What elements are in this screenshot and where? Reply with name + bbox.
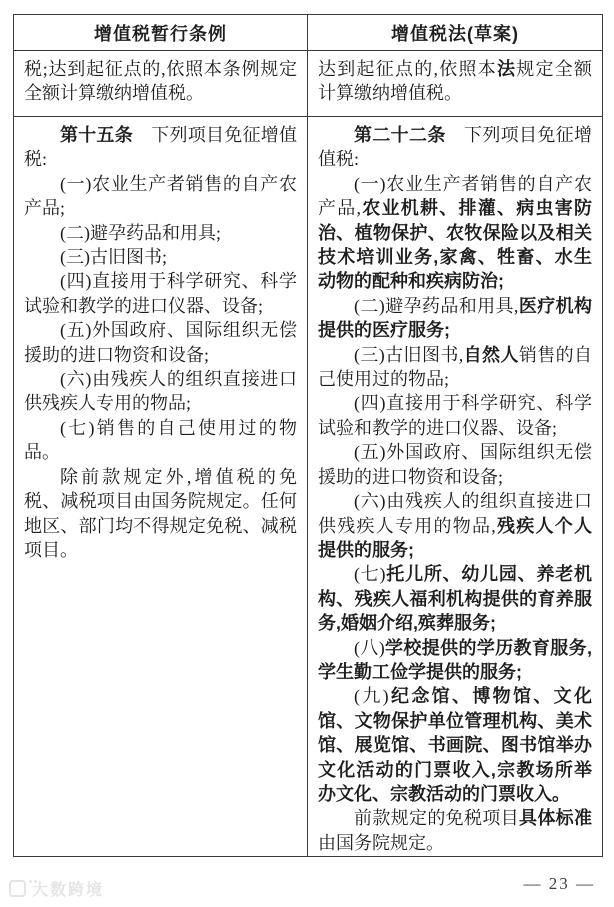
- emphasized-text-run: 第二十二条: [354, 125, 446, 145]
- header-draft-law: 增值税法(草案): [391, 23, 519, 44]
- emphasized-text-run: 纪念馆、博物馆、文化馆、文物保护单位管理机构、美术馆、展览馆、书画院、图书馆举办文化活动的门票收入,宗教场所举办文化、宗教活动的门票收入。: [318, 686, 592, 804]
- paragraph: [24, 57, 297, 106]
- text-run: (一)农业生产者销售的自产农产品;: [24, 173, 297, 219]
- text-run: 前款规定的免税项目: [354, 808, 519, 829]
- emphasized-text-run: 托儿所、幼儿园、养老机构、残疾人福利机构提供的育养服务,婚姻介绍,殡葬服务;: [318, 564, 592, 634]
- text-run: (二)避孕药品和用具,: [354, 295, 519, 316]
- text-run: (三)古旧图书,: [354, 344, 464, 365]
- paragraph: [318, 440, 592, 489]
- text-run: (七): [354, 564, 386, 585]
- paragraph: [318, 294, 592, 343]
- emphasized-text-run: 医疗机构提供的医疗服务;: [318, 295, 592, 341]
- text-run: 除前款规定外,增值税的免税、减税项目由国务院规定。任何地区、部门均不得规定免税、减税项目。: [24, 466, 297, 560]
- paragraph: [318, 343, 592, 392]
- emphasized-text-run: 具体标准: [519, 808, 592, 829]
- text-run: (五)外国政府、国际组织无偿援助的进口物资和设备;: [318, 442, 592, 487]
- emphasized-text-run: 残疾人个人提供的服务;: [318, 515, 592, 560]
- paragraph: [24, 367, 297, 416]
- watermark-logo-icon: [9, 880, 26, 897]
- paragraph: [318, 57, 592, 106]
- paragraph: [24, 416, 297, 465]
- emphasized-text-run: 农业机耕、排灌、病虫害防治、植物保护、农牧保险以及相关技术培训业务,家禽、牲畜、水生动物的配种和疾病防治;: [318, 198, 592, 292]
- paragraph: [318, 489, 592, 562]
- text-run: 达到起征点的,依照本: [318, 59, 497, 79]
- paragraph: [318, 684, 592, 806]
- text-run: (五)外国政府、国际组织无偿援助的进口物资和设备;: [24, 320, 297, 365]
- emphasized-text-run: 学校提供的学历教育服务,学生勤工俭学提供的服务;: [318, 637, 592, 682]
- text-run: (一)农业生产者销售的自产农产品,: [318, 173, 592, 219]
- text-run: (七)销售的自己使用过的物品。: [24, 417, 297, 463]
- text-run: (四)直接用于科学研究、科学试验和教学的进口仪器、设备;: [24, 271, 297, 316]
- text-run: 下列项目免征增值税:: [318, 125, 593, 170]
- paragraph: [24, 172, 297, 221]
- emphasized-text-run: 法: [497, 59, 517, 79]
- table-row-continuation: [14, 51, 602, 117]
- cell-draftlaw-article-22: [308, 117, 602, 856]
- text-run: (六)由残疾人的组织直接进口供残疾人专用的物品;: [24, 369, 297, 414]
- text-run: (二)避孕药品和用具;: [60, 222, 221, 243]
- text-run: (九): [354, 686, 389, 707]
- emphasized-text-run: 第十五条: [60, 125, 133, 145]
- paragraph: [24, 318, 297, 367]
- watermark: [9, 877, 104, 900]
- comparison-table: [13, 14, 603, 857]
- paragraph: [24, 245, 297, 269]
- text-run: 销售的自己使用过的物品;: [318, 344, 593, 390]
- text-run: 由国务院规定。: [318, 832, 444, 853]
- text-run: (八): [354, 637, 385, 658]
- paragraph: [318, 391, 592, 440]
- table-header-row: [14, 15, 602, 51]
- text-run: (四)直接用于科学研究、科学试验和教学的进口仪器、设备;: [318, 393, 592, 438]
- paragraph: [24, 123, 297, 172]
- paragraph: [24, 465, 297, 563]
- paragraph: [318, 172, 592, 294]
- page-number: — 23 —: [523, 874, 595, 893]
- text-run: 下列项目免征增值税:: [24, 125, 297, 170]
- paragraph: [24, 269, 297, 318]
- header-interim-regulations: 增值税暂行条例: [14, 15, 308, 50]
- cell-draftlaw-continuation: [308, 51, 602, 116]
- text-run: 规定全额计算缴纳增值税。: [318, 59, 592, 104]
- paragraph: [318, 562, 592, 635]
- text-run: (三)古旧图书;: [60, 247, 167, 268]
- text-run: (六)由残疾人的组织直接进口供残疾人专用的物品,: [318, 491, 592, 536]
- table-row-exemptions: [14, 117, 602, 856]
- cell-regulation-article-15: [14, 117, 308, 856]
- paragraph: [318, 806, 592, 855]
- text-run: 税;达到起征点的,依照本条例规定全额计算缴纳增值税。: [24, 59, 297, 104]
- paragraph: [24, 221, 297, 245]
- paragraph: [318, 636, 592, 685]
- paragraph: [318, 123, 592, 172]
- emphasized-text-run: 自然人: [463, 344, 519, 365]
- watermark-text: 大数跨境: [32, 882, 105, 899]
- cell-regulation-continuation: [14, 51, 308, 116]
